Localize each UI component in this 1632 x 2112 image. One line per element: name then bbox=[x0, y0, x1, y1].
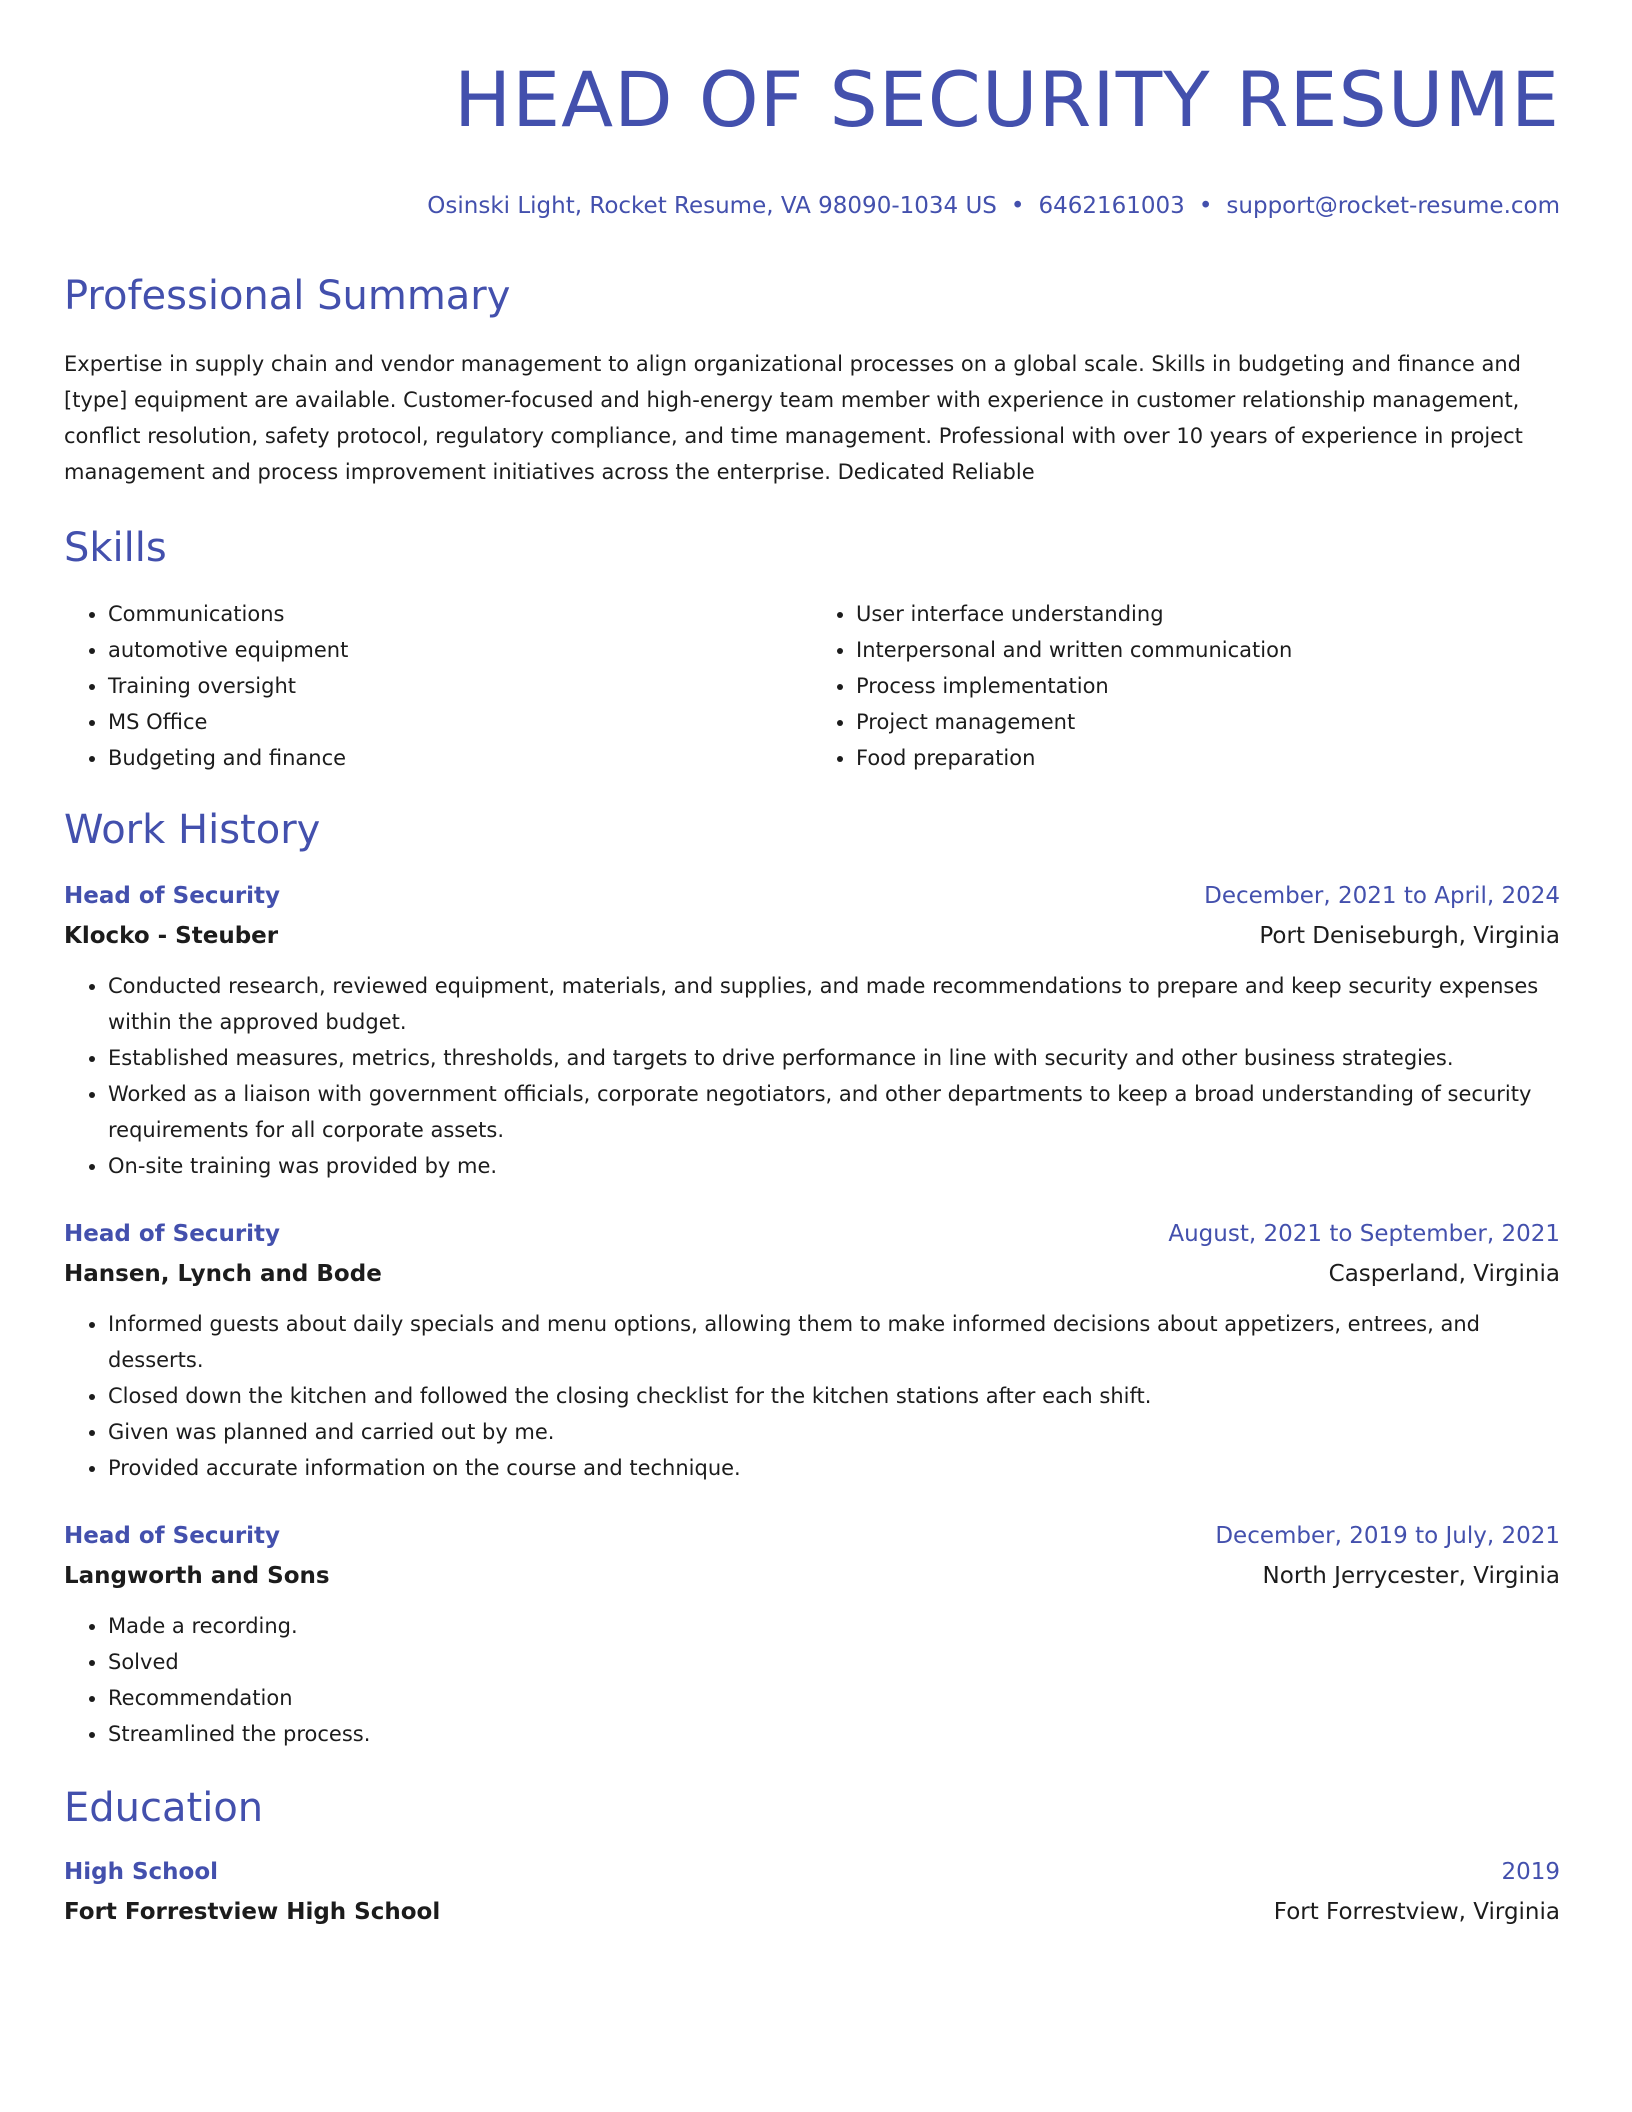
job-company-row bbox=[64, 916, 1560, 956]
job-bullet: • Solved bbox=[108, 1644, 1560, 1680]
education-degree: High School bbox=[64, 1859, 219, 1885]
skill-item: • automotive equipment bbox=[108, 632, 812, 668]
skills-section bbox=[64, 520, 1560, 776]
job-bullet: • Informed guests about daily specials and menu options, allowing them to make informed decisions about appetizers, entrees, and desserts. bbox=[108, 1306, 1560, 1378]
education-degree-row bbox=[64, 1852, 1560, 1892]
education-school: Fort Forrestview High School bbox=[64, 1899, 441, 1925]
job-title-row bbox=[64, 876, 1560, 916]
job-title: Head of Security bbox=[64, 1523, 281, 1549]
job-bullet: • Worked as a liaison with government officials, corporate negotiators, and other departments to keep a broad understanding of security requirements for all corporate assets. bbox=[108, 1076, 1560, 1148]
contact-address: Osinski Light, Rocket Resume, VA 98090-1034 US bbox=[427, 193, 997, 219]
skill-item: • MS Office bbox=[108, 704, 812, 740]
job-entry bbox=[64, 876, 1560, 1184]
skills-grid bbox=[64, 596, 1560, 776]
skill-item: • User interface understanding bbox=[856, 596, 1560, 632]
education-section bbox=[64, 1780, 1560, 1932]
job-bullet: • Made a recording. bbox=[108, 1608, 1560, 1644]
job-company-row bbox=[64, 1254, 1560, 1294]
resume-header bbox=[64, 40, 1560, 224]
job-bullets bbox=[64, 968, 1560, 1184]
summary-text: Expertise in supply chain and vendor management to align organizational processes on a global scale. Skills in budgeting and finance and [type] equipment are available. Customer-focused and high-energy team member with experience in customer relationship management, conflict resolution, safety protocol, regulatory compliance, and time management. Professional with over 10 years of experience in project management and process improvement initiatives across the enterprise. Dedicated Reliable bbox=[64, 352, 1523, 484]
job-company-row bbox=[64, 1556, 1560, 1596]
skills-list-left bbox=[64, 596, 812, 776]
section-heading-skills: Skills bbox=[64, 525, 167, 571]
job-bullet: • Conducted research, reviewed equipment, materials, and supplies, and made recommendations to prepare and keep security expenses within the approved budget. bbox=[108, 968, 1560, 1040]
job-company: Langworth and Sons bbox=[64, 1563, 330, 1589]
job-company: Klocko - Steuber bbox=[64, 923, 279, 949]
contact-separator: • bbox=[1010, 193, 1025, 219]
skill-item: • Budgeting and finance bbox=[108, 740, 812, 776]
contact-line bbox=[64, 188, 1560, 224]
education-year: 2019 bbox=[1501, 1859, 1560, 1885]
job-entry bbox=[64, 1516, 1560, 1752]
section-heading-summary: Professional Summary bbox=[64, 273, 511, 319]
skill-item: • Interpersonal and written communication bbox=[856, 632, 1560, 668]
skills-list-right bbox=[812, 596, 1560, 776]
job-company: Hansen, Lynch and Bode bbox=[64, 1261, 382, 1287]
job-dates: December, 2021 to April, 2024 bbox=[1204, 883, 1560, 909]
job-bullet: • Closed down the kitchen and followed the closing checklist for the kitchen stations after each shift. bbox=[108, 1378, 1560, 1414]
contact-email[interactable]: support@rocket-resume.com bbox=[1226, 193, 1560, 219]
job-bullet: • Streamlined the process. bbox=[108, 1716, 1560, 1752]
section-heading-education: Education bbox=[64, 1785, 264, 1831]
job-bullet: • Given was planned and carried out by me. bbox=[108, 1414, 1560, 1450]
professional-summary-section bbox=[64, 268, 1560, 490]
skill-item: • Project management bbox=[856, 704, 1560, 740]
skill-item: • Training oversight bbox=[108, 668, 812, 704]
work-history-section bbox=[64, 802, 1560, 1752]
job-title-row bbox=[64, 1516, 1560, 1556]
job-location: Casperland, Virginia bbox=[1328, 1261, 1560, 1287]
job-title-row bbox=[64, 1214, 1560, 1254]
contact-phone: 6462161003 bbox=[1038, 193, 1185, 219]
resume-title: HEAD OF SECURITY RESUME bbox=[454, 55, 1560, 144]
job-title: Head of Security bbox=[64, 1221, 281, 1247]
job-title: Head of Security bbox=[64, 883, 281, 909]
skill-item: • Process implementation bbox=[856, 668, 1560, 704]
job-bullet: • Recommendation bbox=[108, 1680, 1560, 1716]
education-school-row bbox=[64, 1892, 1560, 1932]
job-bullets bbox=[64, 1608, 1560, 1752]
job-location: Port Deniseburgh, Virginia bbox=[1259, 923, 1560, 949]
job-dates: December, 2019 to July, 2021 bbox=[1215, 1523, 1560, 1549]
skill-item: • Food preparation bbox=[856, 740, 1560, 776]
section-heading-work-history: Work History bbox=[64, 807, 321, 853]
contact-separator: • bbox=[1198, 193, 1213, 219]
job-bullet: • Provided accurate information on the course and technique. bbox=[108, 1450, 1560, 1486]
job-bullet: • On-site training was provided by me. bbox=[108, 1148, 1560, 1184]
resume-page bbox=[64, 40, 1560, 1932]
education-entry bbox=[64, 1852, 1560, 1932]
job-bullets bbox=[64, 1306, 1560, 1486]
job-location: North Jerrycester, Virginia bbox=[1262, 1563, 1560, 1589]
job-dates: August, 2021 to September, 2021 bbox=[1168, 1221, 1560, 1247]
skill-item: • Communications bbox=[108, 596, 812, 632]
job-bullet: • Established measures, metrics, thresholds, and targets to drive performance in line with security and other business strategies. bbox=[108, 1040, 1560, 1076]
education-location: Fort Forrestview, Virginia bbox=[1273, 1899, 1560, 1925]
job-entry bbox=[64, 1214, 1560, 1486]
